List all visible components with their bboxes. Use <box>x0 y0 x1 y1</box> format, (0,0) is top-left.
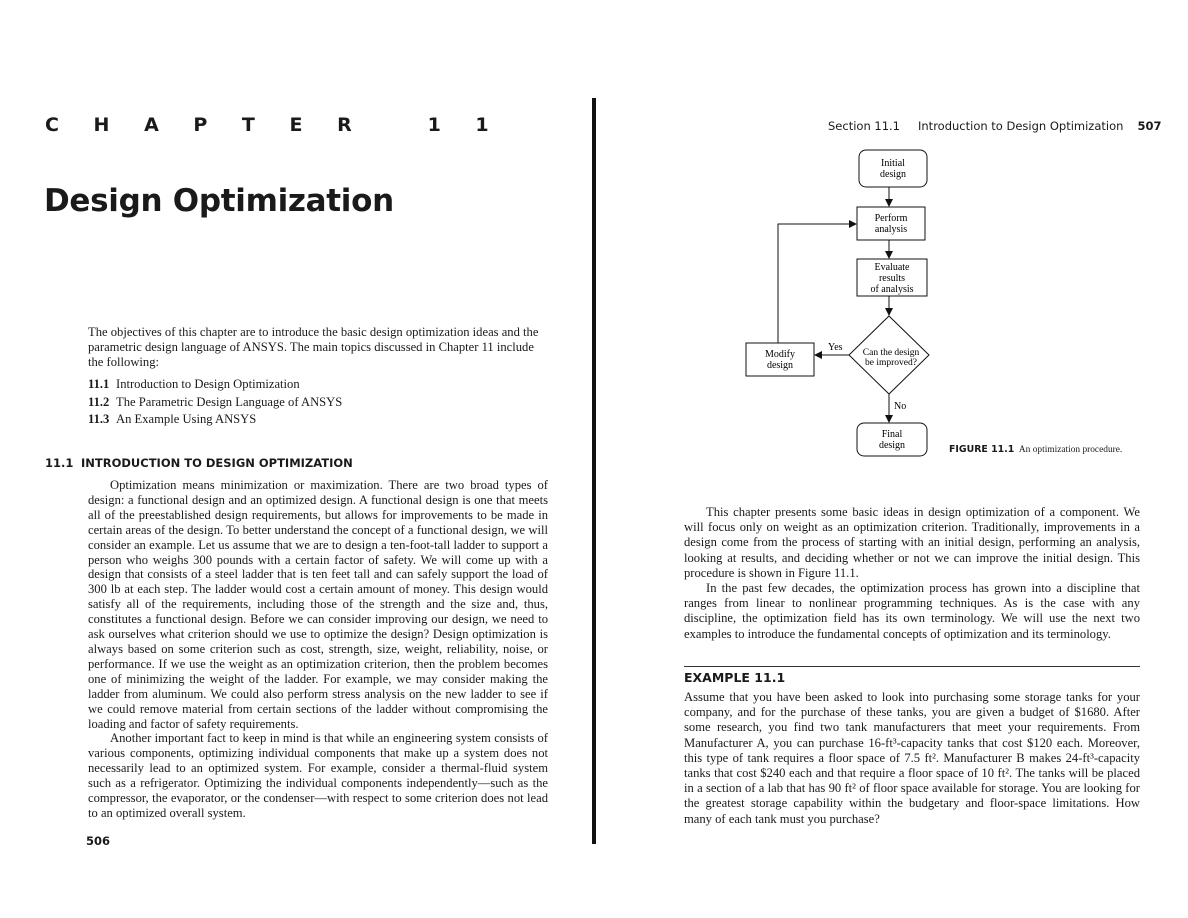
decision-label: be improved? <box>865 358 917 368</box>
chapter-label: C H A P T E R 1 1 <box>45 114 503 136</box>
page-number-left: 506 <box>86 834 111 848</box>
paragraph: In the past few decades, the optimization process has grown into a discipline that ranges from linear to nonlinear programming techniques. As is the case with any discipline, the optimization field has its own terminology. We will use the next two examples to introduce the fundamental concepts of optimization and its terminology. <box>684 581 1140 641</box>
example-heading: EXAMPLE 11.1 <box>684 670 786 685</box>
running-head-title: Introduction to Design Optimization <box>918 119 1124 133</box>
paragraph: Optimization means minimization or maximization. There are two broad types of design: a functional design and an optimized design. A functional design is one that meets all of the preestablished design requirements, but allows for improvements to be made in certain areas of the design. To better understand the concept of a functional design, we will consider an example. Let us assume that we are to design a ten-foot-tall ladder to support a person who weighs 300 pounds with a certain factor of safety. We will come up with a design that consists of a steel ladder that is ten feet tall and can safely support the load of 300 lb at each step. The ladder would cost a certain amount of money. This design would satisfy all of the requirements, including those of the strength and the size and, thus, constitutes a functional design. Before we can consider improving our design, we need to ask ourselves what criterion should we use to optimize the design? Design optimization is always based on some criterion such as cost, strength, size, weight, reliability, noise, or performance. If we use the weight as an optimization criterion, then the problem becomes one of minimizing the weight of the ladder. For example, we may consider making the ladder from aluminum. We could also perform stress analysis on the new ladder to see if we could remove material from certain sections of the ladder without compromising the loading and factor of safety requirements. <box>88 478 548 731</box>
section-number: 11.1 <box>45 456 74 470</box>
evaluate-results-label: Evaluate <box>874 262 910 273</box>
running-head <box>828 119 1161 133</box>
toc-number: 11.3 <box>88 412 110 426</box>
evaluate-results-label: of analysis <box>870 284 914 295</box>
loop-back-arrow <box>778 224 856 343</box>
toc-title: An Example Using ANSYS <box>116 412 257 426</box>
toc-item <box>88 411 342 429</box>
right-body-text <box>684 505 1140 642</box>
figure-caption-text: An optimization procedure. <box>1018 445 1123 455</box>
initial-design-label: design <box>879 169 907 180</box>
evaluate-results-label: results <box>878 273 906 284</box>
no-label: No <box>894 401 907 412</box>
perform-analysis-label: Perform <box>874 213 908 224</box>
final-design-label: Final <box>881 429 903 440</box>
chapter-intro: The objectives of this chapter are to introduce the basic design optimization ideas and the parametric design language of ANSYS. The main topics discussed in Chapter 11 include the following: <box>88 325 539 369</box>
paragraph: This chapter presents some basic ideas in design optimization of a component. We will focus only on weight as an optimization criterion. Traditionally, improvements in a design come from the process of starting with an initial design, performing an analysis, looking at results, and deciding whether or not we can improve the initial design. This procedure is shown in Figure 11.1. <box>684 505 1140 580</box>
final-design-label: design <box>878 440 906 451</box>
optimization-flowchart <box>740 145 940 465</box>
section-title: INTRODUCTION TO DESIGN OPTIMIZATION <box>81 456 353 470</box>
example-rule <box>684 666 1140 667</box>
toc-item <box>88 376 342 394</box>
section-heading <box>45 456 353 470</box>
left-body-text <box>88 478 548 821</box>
paragraph: Assume that you have been asked to look into purchasing some storage tanks for your company, and for the purchase of these tanks, you are given a budget of $1680. After some research, you find two tank manufacturers that meet your requirements. From Manufacturer A, you can purchase 16-ft³-capacity tanks that cost $120 each. Moreover, this type of tank requires a floor space of 7.5 ft². Manufacturer B makes 24-ft³-capacity tanks that cost $240 each and that require a floor space of 10 ft². The tanks will be placed in a section of a lab that has 90 ft² of floor space available for storage. You are looking for the greatest storage capability within the budgetary and floor-space limitations. How many of each tank must you purchase? <box>684 690 1140 826</box>
toc-number: 11.1 <box>88 377 110 391</box>
chapter-contents <box>88 376 342 429</box>
modify-design-label: design <box>766 360 794 371</box>
example-text <box>684 690 1140 827</box>
toc-item <box>88 394 342 412</box>
page-number-right: 507 <box>1137 119 1162 133</box>
initial-design-label: Initial <box>881 158 905 169</box>
chapter-title: Design Optimization <box>44 183 394 219</box>
figure-caption <box>949 444 1122 455</box>
toc-title: The Parametric Design Language of ANSYS <box>116 394 343 409</box>
yes-label: Yes <box>828 342 843 353</box>
toc-title: Introduction to Design Optimization <box>116 377 300 391</box>
perform-analysis-label: analysis <box>874 224 908 235</box>
paragraph: Another important fact to keep in mind is that while an engineering system consists of various components, optimizing individual components that make up a system does not necessarily lead to an optimized system. For example, consider a thermal-fluid system such as a refrigerator. Optimizing the individual components independently—such as the compressor, the evaporator, or the condenser—with respect to some criterion does not lead to an optimized overall system. <box>88 731 548 820</box>
modify-design-label: Modify <box>765 349 795 360</box>
page-gutter <box>592 98 596 844</box>
toc-number: 11.2 <box>88 394 110 409</box>
running-head-section: Section 11.1 <box>828 119 900 133</box>
decision-label: Can the design <box>862 348 920 358</box>
figure-label: FIGURE 11.1 <box>949 444 1015 455</box>
